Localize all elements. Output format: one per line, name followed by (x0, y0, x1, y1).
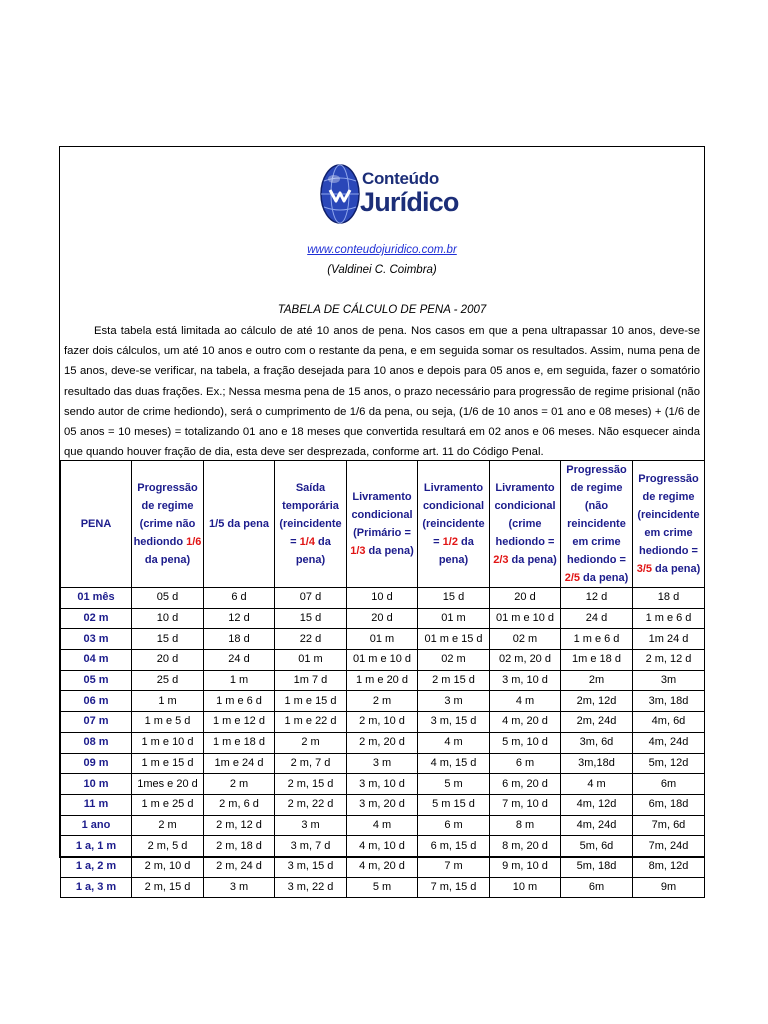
table-cell: 01 m (347, 629, 418, 650)
table-cell: 01 m e 15 d (418, 629, 490, 650)
table-cell: 12 d (561, 588, 633, 609)
table-cell: 2 m, 15 d (275, 774, 347, 795)
pena-cell: 09 m (61, 753, 132, 774)
table-cell: 3m,18d (561, 753, 633, 774)
table-cell: 18 d (633, 588, 705, 609)
fraction-label: 2/3 (493, 554, 509, 566)
table-cell: 2 m, 12 d (204, 815, 275, 836)
pena-cell: 04 m (61, 650, 132, 671)
table-cell: 1m e 18 d (561, 650, 633, 671)
table-cell: 2 m, 20 d (347, 732, 418, 753)
table-row (61, 732, 705, 753)
pena-cell: 08 m (61, 732, 132, 753)
table-cell: 1 m e 20 d (347, 670, 418, 691)
table-cell: 7m, 6d (633, 815, 705, 836)
fraction-label: 1/6 (186, 536, 202, 548)
table-cell: 1 m e 25 d (132, 794, 204, 815)
pena-cell: 1 a, 2 m (61, 856, 132, 877)
table-cell: 2 m, 22 d (275, 794, 347, 815)
table-cell: 6 m, 15 d (418, 836, 490, 857)
table-cell: 1 m e 15 d (275, 691, 347, 712)
pena-cell: 05 m (61, 670, 132, 691)
table-cell: 5 m, 10 d (490, 732, 561, 753)
table-cell: 2 m (204, 774, 275, 795)
table-cell: 02 m, 20 d (490, 650, 561, 671)
table-cell: 3 m (418, 691, 490, 712)
table-cell: 1 m (204, 670, 275, 691)
table-row (61, 753, 705, 774)
table-cell: 2 m, 10 d (132, 856, 204, 877)
table-cell: 15 d (275, 608, 347, 629)
table-row (61, 856, 705, 877)
header-progressao-hediondo-reincidente: Progressão de regime (reincidente em crime hediondo = 3/5 da pena) (633, 461, 705, 588)
table-row (61, 877, 705, 898)
pena-cell: 10 m (61, 774, 132, 795)
table-cell: 9 m, 10 d (490, 856, 561, 877)
table-row (61, 629, 705, 650)
table-cell: 3m (633, 670, 705, 691)
fraction-label: 1/2 (442, 536, 458, 548)
table-cell: 22 d (275, 629, 347, 650)
fraction-label: 1/3 (350, 545, 366, 557)
header-um-quinto: 1/5 da pena (204, 461, 275, 588)
table-cell: 4m, 24d (633, 732, 705, 753)
table-cell: 8m, 12d (633, 856, 705, 877)
header-livramento-reincidente: Livramento condicional (reincidente = 1/2 da pena) (418, 461, 490, 588)
document-frame (59, 146, 705, 893)
table-row (61, 691, 705, 712)
table-cell: 07 d (275, 588, 347, 609)
table-cell: 1m e 24 d (204, 753, 275, 774)
table-cell: 20 d (132, 650, 204, 671)
table-cell: 1m 7 d (275, 670, 347, 691)
table-cell: 9m (633, 877, 705, 898)
header-progressao-comum: Progressão de regime (crime não hediondo 1/6 da pena) (132, 461, 204, 588)
table-cell: 1 m e 15 d (132, 753, 204, 774)
pena-cell: 03 m (61, 629, 132, 650)
globe-icon (320, 163, 360, 225)
table-cell: 2 m (275, 732, 347, 753)
table-cell: 7m, 24d (633, 836, 705, 857)
table-cell: 1 m (132, 691, 204, 712)
table-cell: 2 m, 10 d (347, 712, 418, 733)
table-cell: 02 m (418, 650, 490, 671)
table-cell: 3 m, 15 d (275, 856, 347, 877)
table-cell: 20 d (490, 588, 561, 609)
table-cell: 10 d (132, 608, 204, 629)
table-cell: 6m, 18d (633, 794, 705, 815)
pena-table (60, 460, 705, 898)
table-cell: 18 d (204, 629, 275, 650)
table-cell: 5 m 15 d (418, 794, 490, 815)
author-name: (Valdinei C. Coimbra) (327, 264, 437, 276)
table-cell: 7 m, 10 d (490, 794, 561, 815)
table-cell: 1 m e 10 d (132, 732, 204, 753)
table-row (61, 794, 705, 815)
table-cell: 15 d (132, 629, 204, 650)
document-title: TABELA DE CÁLCULO DE PENA - 2007 (277, 304, 487, 316)
table-cell: 1 m e 6 d (633, 608, 705, 629)
table-cell: 4 m (561, 774, 633, 795)
table-cell: 6m (633, 774, 705, 795)
table-row (61, 588, 705, 609)
table-cell: 2 m, 5 d (132, 836, 204, 857)
table-row (61, 836, 705, 857)
table-cell: 3 m, 10 d (347, 774, 418, 795)
table-cell: 4 m, 20 d (490, 712, 561, 733)
header-progressao-hediondo-primario: Progressão de regime (não reincidente em crime hediondo = 2/5 da pena) (561, 461, 633, 588)
table-cell: 1 m e 5 d (132, 712, 204, 733)
table-cell: 4 m, 15 d (418, 753, 490, 774)
table-cell: 25 d (132, 670, 204, 691)
pena-cell: 1 a, 3 m (61, 877, 132, 898)
table-cell: 1mes e 20 d (132, 774, 204, 795)
table-cell: 5m, 18d (561, 856, 633, 877)
table-cell: 24 d (204, 650, 275, 671)
table-row (61, 670, 705, 691)
table-cell: 1 m e 18 d (204, 732, 275, 753)
table-cell: 3 m (275, 815, 347, 836)
table-cell: 3 m (347, 753, 418, 774)
table-cell: 4m, 24d (561, 815, 633, 836)
pena-cell: 11 m (61, 794, 132, 815)
table-cell: 3 m, 7 d (275, 836, 347, 857)
fraction-label: 2/5 (564, 572, 580, 584)
table-cell: 1 m e 12 d (204, 712, 275, 733)
table-cell: 3 m, 20 d (347, 794, 418, 815)
table-cell: 4 m (490, 691, 561, 712)
table-cell: 2 m (132, 815, 204, 836)
table-cell: 3 m (204, 877, 275, 898)
table-cell: 2 m, 7 d (275, 753, 347, 774)
table-cell: 4 m, 10 d (347, 836, 418, 857)
table-cell: 5 m (418, 774, 490, 795)
table-cell: 7 m, 15 d (418, 877, 490, 898)
table-cell: 4 m (418, 732, 490, 753)
table-cell: 6 m (418, 815, 490, 836)
table-row (61, 815, 705, 836)
table-row (61, 712, 705, 733)
table-cell: 4m, 6d (633, 712, 705, 733)
pena-cell: 1 a, 1 m (61, 836, 132, 857)
table-cell: 20 d (347, 608, 418, 629)
table-cell: 5 m (347, 877, 418, 898)
table-cell: 1 m e 22 d (275, 712, 347, 733)
table-cell: 01 m (418, 608, 490, 629)
table-cell: 2 m, 24 d (204, 856, 275, 877)
table-row (61, 608, 705, 629)
table-cell: 5m, 6d (561, 836, 633, 857)
table-cell: 6 m, 20 d (490, 774, 561, 795)
table-cell: 01 m e 10 d (347, 650, 418, 671)
table-cell: 24 d (561, 608, 633, 629)
table-cell: 3 m, 10 d (490, 670, 561, 691)
fraction-label: 1/4 (299, 536, 315, 548)
pena-cell: 07 m (61, 712, 132, 733)
table-cell: 5m, 12d (633, 753, 705, 774)
table-cell: 4m, 12d (561, 794, 633, 815)
intro-paragraph: Esta tabela está limitada ao cálculo de até 10 anos de pena. Nos casos em que a pena ultrapassar 10 anos, deve-se fazer dois cálculos, um até 10 anos e outro com o restante da pena, e em seguida somar os resultados. Assim, numa pena de 15 anos, deve-se verificar, na tabela, a fração desejada para 10 anos e depois para 05 anos e, em seguida, fazer o somatório resultado das duas frações. Ex.; Nessa mesma pena de 15 anos, o prazo necessário para progressão de regime prisional (não sendo autor de crime hediondo), será o cumprimento de 1/6 da pena, ou seja, (1/6 de 10 anos = 01 ano e 08 meses) + (1/6 de 05 anos = 10 meses) = totalizando 01 ano e 18 meses que convertida resultará em 02 anos e 06 meses. Não esquecer ainda que quando houver fração de dia, esta deve ser desprezada, conforme art. 11 do Código Penal. (64, 325, 700, 459)
table-cell: 2 m, 6 d (204, 794, 275, 815)
table-cell: 2 m (347, 691, 418, 712)
fraction-label: 3/5 (636, 563, 652, 575)
table-cell: 3m, 18d (633, 691, 705, 712)
table-cell: 01 m e 10 d (490, 608, 561, 629)
table-cell: 12 d (204, 608, 275, 629)
header-saida-temporaria: Saída temporária (reincidente = 1/4 da pena) (275, 461, 347, 588)
table-cell: 6m (561, 877, 633, 898)
table-cell: 4 m (347, 815, 418, 836)
table-row (61, 650, 705, 671)
table-cell: 1 m e 6 d (204, 691, 275, 712)
table-cell: 8 m (490, 815, 561, 836)
table-cell: 3m, 6d (561, 732, 633, 753)
pena-cell: 01 mês (61, 588, 132, 609)
table-cell: 2m, 12d (561, 691, 633, 712)
table-cell: 2m, 24d (561, 712, 633, 733)
table-cell: 2 m, 18 d (204, 836, 275, 857)
table-cell: 7 m (418, 856, 490, 877)
table-cell: 2 m, 12 d (633, 650, 705, 671)
pena-cell: 1 ano (61, 815, 132, 836)
table-row (61, 774, 705, 795)
header-livramento-hediondo: Livramento condicional (crime hediondo = 2/3 da pena) (490, 461, 561, 588)
table-cell: 3 m, 22 d (275, 877, 347, 898)
table-cell: 05 d (132, 588, 204, 609)
header-livramento-primario: Livramento condicional (Primário = 1/3 da pena) (347, 461, 418, 588)
header-pena: PENA (61, 461, 132, 588)
table-cell: 01 m (275, 650, 347, 671)
logo (316, 153, 459, 241)
table-cell: 15 d (418, 588, 490, 609)
table-header-row (61, 461, 705, 588)
pena-cell: 02 m (61, 608, 132, 629)
table-cell: 1 m e 6 d (561, 629, 633, 650)
table-cell: 2m (561, 670, 633, 691)
table-cell: 1m 24 d (633, 629, 705, 650)
table-cell: 8 m, 20 d (490, 836, 561, 857)
table-cell: 02 m (490, 629, 561, 650)
table-cell: 10 d (347, 588, 418, 609)
logo-text-bottom: Jurídico (360, 187, 459, 217)
logo-text-top: Conteúdo (362, 169, 439, 188)
table-cell: 6 d (204, 588, 275, 609)
table-cell: 3 m, 15 d (418, 712, 490, 733)
table-cell: 4 m, 20 d (347, 856, 418, 877)
table-cell: 2 m 15 d (418, 670, 490, 691)
table-cell: 6 m (490, 753, 561, 774)
pena-cell: 06 m (61, 691, 132, 712)
site-link[interactable]: www.conteudojuridico.com.br (307, 244, 457, 256)
table-cell: 10 m (490, 877, 561, 898)
table-body (61, 588, 705, 898)
table-cell: 2 m, 15 d (132, 877, 204, 898)
